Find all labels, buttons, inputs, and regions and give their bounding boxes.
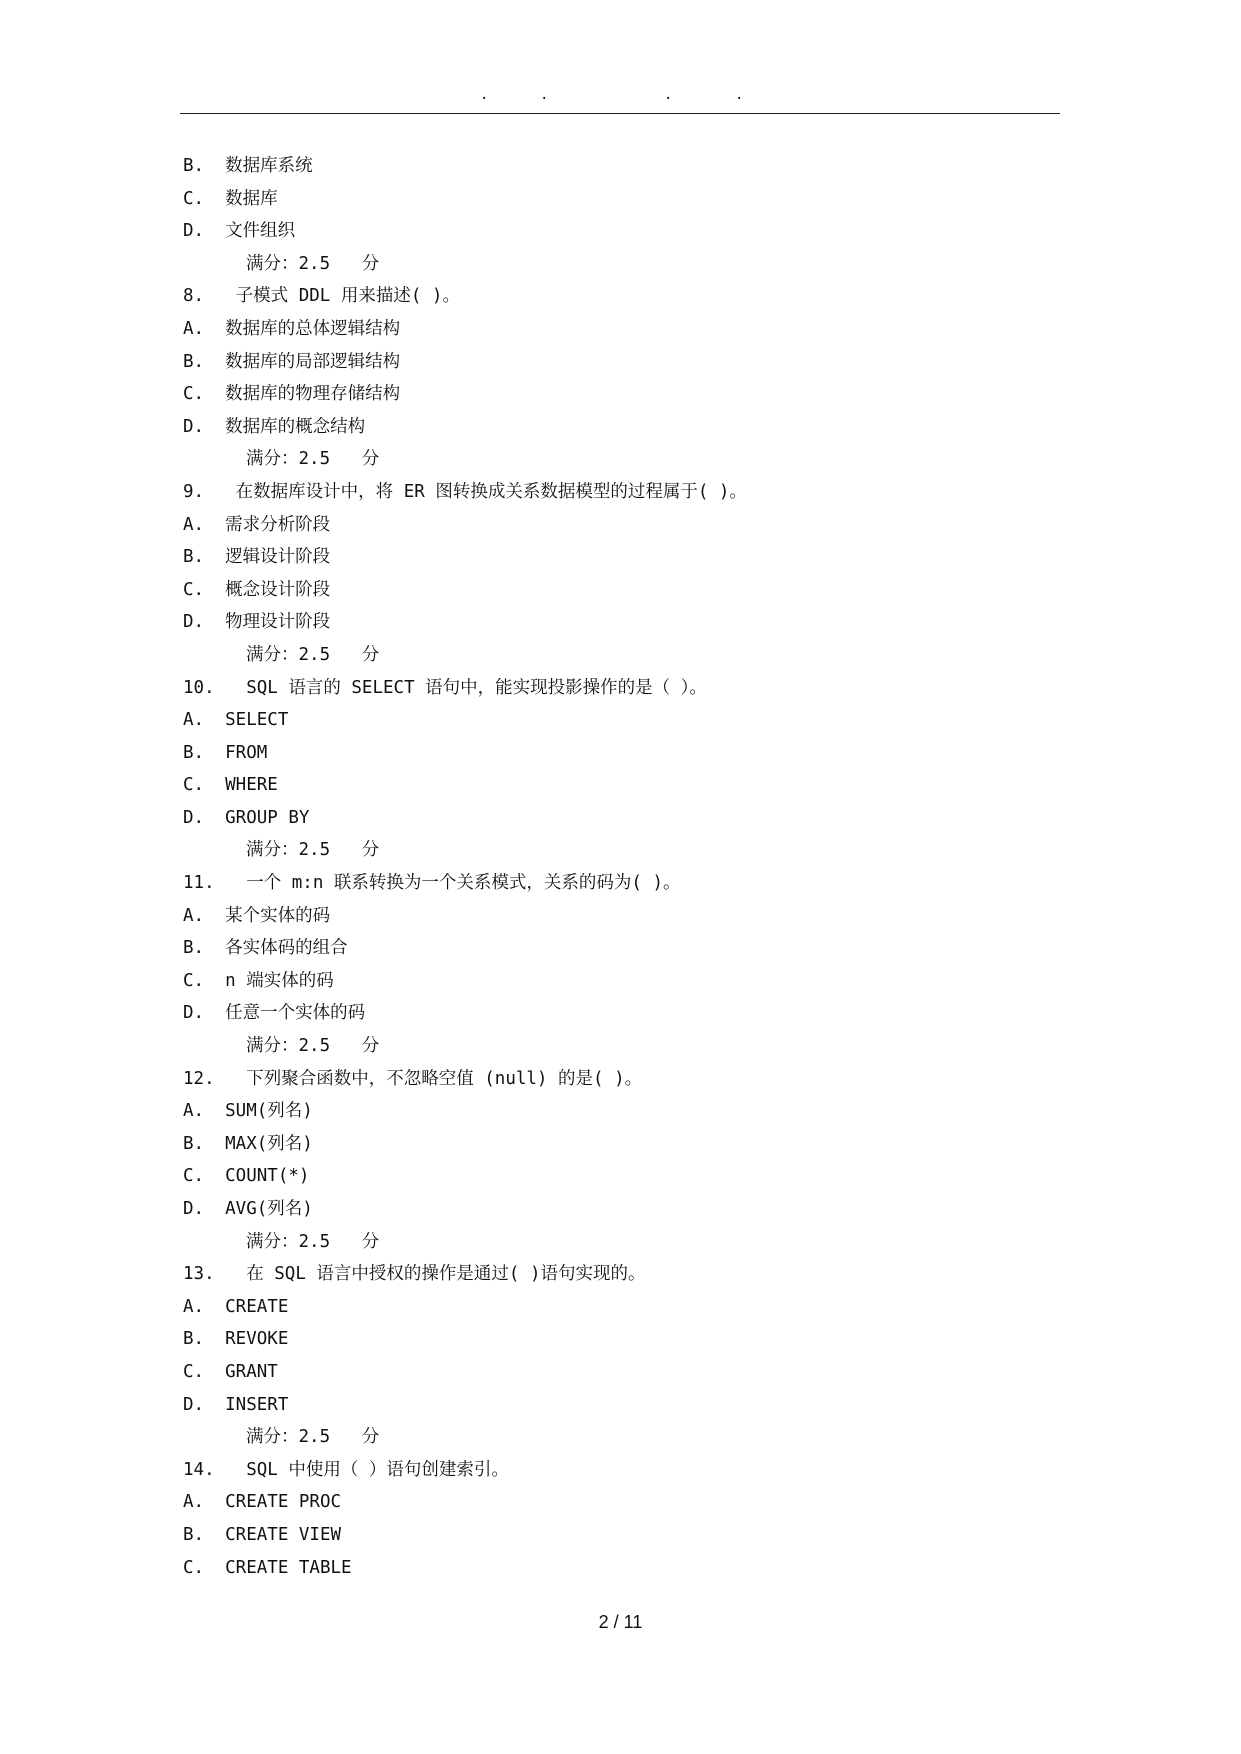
question-text: 10. SQL 语言的 SELECT 语句中，能实现投影操作的是（ ）。 [183,677,707,698]
score-line: 满分：2.5 分 [246,253,380,274]
option-item: A. SELECT [183,710,289,731]
header-dots [180,88,1060,106]
option-item: D. 任意一个实体的码 [183,1003,366,1024]
page-number: 2 / 11 [598,1612,643,1632]
question-text: 11. 一个 m:n 联系转换为一个关系模式，关系的码为( )。 [183,873,681,894]
score-line: 满分：2.5 分 [246,1231,380,1252]
option-item: C. CREATE TABLE [183,1557,352,1578]
header-dot: . [480,87,489,103]
header-dot: . [664,87,673,103]
option-item: D. INSERT [183,1394,289,1415]
score-line: 满分：2.5 分 [246,449,380,470]
option-item: B. FROM [183,742,268,763]
option-item: D. 数据库的概念结构 [183,416,366,437]
question-text: 13. 在 SQL 语言中授权的操作是通过( )语句实现的。 [183,1264,646,1285]
option-item: B. 各实体码的组合 [183,938,348,959]
option-item: B. REVOKE [183,1329,289,1350]
option-item: A. 需求分析阶段 [183,514,331,535]
option-item: A. CREATE [183,1296,289,1317]
option-item: D. 物理设计阶段 [183,612,331,633]
score-line: 满分：2.5 分 [246,1036,380,1057]
option-item: B. MAX(列名) [183,1133,313,1154]
header-rule [180,113,1060,114]
header-dot: . [540,87,549,103]
question-text: 8. 子模式 DDL 用来描述( )。 [183,286,460,307]
header-dot: . [735,87,744,103]
option-item: A. CREATE PROC [183,1492,342,1513]
option-item: C. COUNT(*) [183,1166,310,1187]
option-item: C. WHERE [183,775,278,796]
question-text: 9. 在数据库设计中，将 ER 图转换成关系数据模型的过程属于( )。 [183,481,747,502]
question-text: 14. SQL 中使用（ ）语句创建索引。 [183,1459,509,1480]
option-item: C. n 端实体的码 [183,970,334,991]
option-item: C. 数据库的物理存储结构 [183,384,401,405]
option-item: A. SUM(列名) [183,1101,313,1122]
option-item: D. AVG(列名) [183,1199,313,1219]
question-text: 12. 下列聚合函数中，不忽略空值 (null) 的是( )。 [183,1068,643,1089]
option-item: A. 数据库的总体逻辑结构 [183,318,401,339]
document-body [183,150,1043,1584]
option-item: A. 某个实体的码 [183,905,331,926]
option-item: B. 数据库系统 [183,156,313,176]
option-item: D. GROUP BY [183,807,310,828]
option-item: D. 文件组织 [183,221,296,242]
score-line: 满分：2.5 分 [246,840,380,861]
score-line: 满分：2.5 分 [246,1427,380,1448]
option-item: C. 数据库 [183,188,278,209]
option-item: B. CREATE VIEW [183,1524,342,1545]
option-item: C. GRANT [183,1361,278,1382]
option-item: B. 数据库的局部逻辑结构 [183,351,401,372]
score-line: 满分：2.5 分 [246,644,380,665]
option-item: B. 逻辑设计阶段 [183,547,331,568]
option-item: C. 概念设计阶段 [183,579,331,600]
